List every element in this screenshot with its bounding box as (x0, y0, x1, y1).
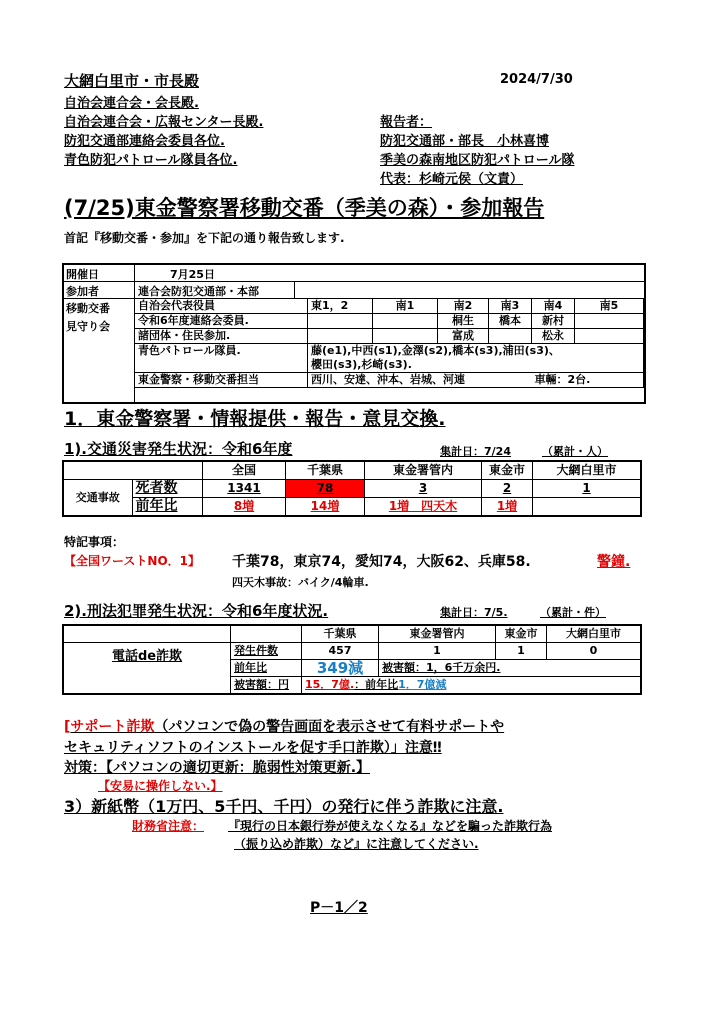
damage-ratio-prefix: ：前年比 (354, 678, 399, 691)
iin-name-3: 新村 (532, 314, 575, 329)
area-3: 南2 (438, 299, 489, 314)
sub2-heading: 2).刑法犯罪発生状況：令和6年度状況. (64, 602, 329, 620)
support-scam-label: サポート詐欺 (70, 719, 155, 735)
ratio-togane-station: 1増 四天木 (365, 498, 482, 517)
report-date: 2024/7/30 (500, 72, 573, 87)
info-row-police: 東金警察・移動交番担当 (135, 373, 308, 388)
sub3-heading: 3）新紙幣（1万円、5千円、千円）の発行に伴う詐欺に注意. (64, 797, 504, 816)
ratio-oamishirasato (533, 498, 642, 517)
traffic-col-togane-city: 東金市 (482, 461, 533, 480)
damage-label: 被害額：円 (231, 677, 302, 695)
damage-cell (302, 677, 642, 695)
worst-label: 【全国ワーストNO．1】 (64, 554, 200, 568)
sub1-unit: （累計・人） (542, 445, 608, 458)
damage-ratio-value: 1．7億減 (398, 678, 447, 691)
recipient-pr-center: 自治会連合会・広報センター長殿. (64, 115, 264, 130)
section1-heading: 1．東金警察署・情報提供・報告・意見交換. (64, 408, 446, 430)
count-oamishirasato: 0 (547, 643, 642, 660)
ratio-togane-city: 1増 (482, 498, 533, 517)
count-chiba: 457 (302, 643, 379, 660)
support-bracket: [ (64, 719, 71, 735)
traffic-col-togane-station: 東金署管内 (365, 461, 482, 480)
iin-name-2: 橋本 (489, 314, 532, 329)
traffic-col-national: 全国 (203, 461, 286, 480)
traffic-table (62, 460, 642, 517)
info-row-dantai: 諸団体・住民参加. (135, 329, 308, 344)
page-title: (7/25)東金警察署移動交番（季美の森）・参加報告 (64, 196, 545, 220)
crime-col-oamishirasato: 大網白里市 (547, 625, 642, 643)
traffic-col-oamishirasato: 大網白里市 (533, 461, 642, 480)
blue-members-1: 藤(e1),中西(s1),金澤(s2),橋本(s3),浦田(s3)、 (308, 344, 644, 359)
ratio-chiba: 14増 (286, 498, 365, 517)
info-participants-value: 連合会防犯交通部・本部 (138, 285, 259, 298)
dantai-name-1: 富成 (438, 329, 489, 344)
traffic-col-chiba: 千葉県 (286, 461, 365, 480)
support-line-1 (64, 716, 504, 736)
crime-table (62, 624, 642, 695)
support-line-2: セキュリティソフトのインストールを促す手口詐欺）」注意‼ (64, 740, 442, 756)
sub3-label: 財務省注意： (132, 819, 205, 833)
area-6: 南5 (575, 299, 644, 314)
crime-ratio-label: 前年比 (231, 660, 302, 677)
crime-col-chiba: 千葉県 (302, 625, 379, 643)
notes-label: 特記事項： (64, 535, 125, 549)
info-row-jichikai: 自治会代表役員 (135, 299, 308, 314)
info-detail-table (134, 298, 644, 388)
info-date-label: 開催日 (66, 268, 99, 281)
info-participants-label: 参加者 (66, 285, 99, 298)
area-2: 南1 (373, 299, 438, 314)
sub3-text-1: 『現行の日本銀行券が使えなくなる』などを騙った詐欺行為 (228, 819, 553, 833)
reporter-line-3: 代表：杉崎元侯（文責） (380, 172, 524, 187)
deaths-togane-station: 3 (365, 480, 482, 498)
sub1-heading: 1).交通災害発生状況：令和6年度 (64, 440, 293, 458)
sub1-tally: 集計日：7/24 (440, 445, 511, 458)
crime-col-togane-city: 東金市 (496, 625, 547, 643)
damage-inline: 被害額：1，6千万余円. (379, 660, 642, 677)
reporter-line-2: 季美の森南地区防犯パトロール隊 (380, 153, 575, 168)
sub2-unit: （累計・件） (540, 606, 606, 619)
info-watch-label: 見守り会 (66, 320, 110, 333)
dantai-name-2: 松永 (532, 329, 575, 344)
recipient-patrol: 青色防犯パトロール隊員各位. (64, 153, 238, 168)
support-line-3: 対策：【パソコンの適切更新：脆弱性対策更新.】 (64, 760, 371, 776)
crime-label: 電話de詐欺 (63, 643, 231, 695)
accident-note: 四天木事故：バイク/4輪車. (232, 576, 369, 589)
area-4: 南3 (489, 299, 532, 314)
intro-text: 首記『移動交番・参加』を下記の通り報告致します. (64, 231, 345, 245)
deaths-chiba: 78 (286, 480, 365, 498)
support-line-1-rest: （パソコンで偽の警告画面を表示させて有料サポートや (154, 719, 505, 735)
info-row-blue: 青色パトロール隊員. (135, 344, 308, 373)
info-date-value: 7月25日 (170, 268, 215, 281)
recipient-mayor: 大網白里市・市長殿 (64, 72, 200, 90)
recipient-chairman: 自治会連合会・会長殿. (64, 96, 199, 111)
police-members: 西川、安達、沖本、岩城、河連 (308, 373, 532, 388)
info-koban-label: 移動交番 (66, 302, 110, 315)
ratio-label: 前年比 (132, 498, 203, 517)
damage-value: 15．7億. (305, 678, 355, 691)
count-togane-station: 1 (379, 643, 496, 660)
count-label: 発生件数 (231, 643, 302, 660)
area-1: 東1，2 (308, 299, 373, 314)
info-row-iin: 令和6年度連絡会委員. (135, 314, 308, 329)
sub3-text-2: （振り込め詐欺）など』に注意してください. (234, 837, 479, 851)
count-togane-city: 1 (496, 643, 547, 660)
page-number: P－1／2 (310, 900, 368, 916)
vehicles: 車輛：2台. (532, 373, 644, 388)
worst-list: 千葉78，東京74，愛知74，大阪62、兵庫58. (232, 554, 531, 570)
recipient-committee: 防犯交通部連絡会委員各位. (64, 134, 225, 149)
blue-members-2: 櫻田(s3),杉崎(s3). (308, 358, 644, 373)
crime-col-togane-station: 東金署管内 (379, 625, 496, 643)
ratio-national: 8増 (203, 498, 286, 517)
iin-name-1: 桐生 (438, 314, 489, 329)
alert-text: 警鐘. (597, 554, 631, 570)
traffic-row-group: 交通事故 (63, 480, 132, 517)
deaths-togane-city: 2 (482, 480, 533, 498)
support-line-4: 【安易に操作しない.】 (98, 779, 223, 793)
death-label: 死者数 (132, 480, 203, 498)
crime-ratio-value: 349減 (302, 660, 379, 677)
reporter-label: 報告者： (380, 115, 433, 130)
deaths-oamishirasato: 1 (533, 480, 642, 498)
reporter-line-1: 防犯交通部・部長 小林喜博 (380, 134, 550, 149)
deaths-national: 1341 (203, 480, 286, 498)
area-5: 南4 (532, 299, 575, 314)
sub2-tally: 集計日：7/5. (440, 606, 508, 619)
